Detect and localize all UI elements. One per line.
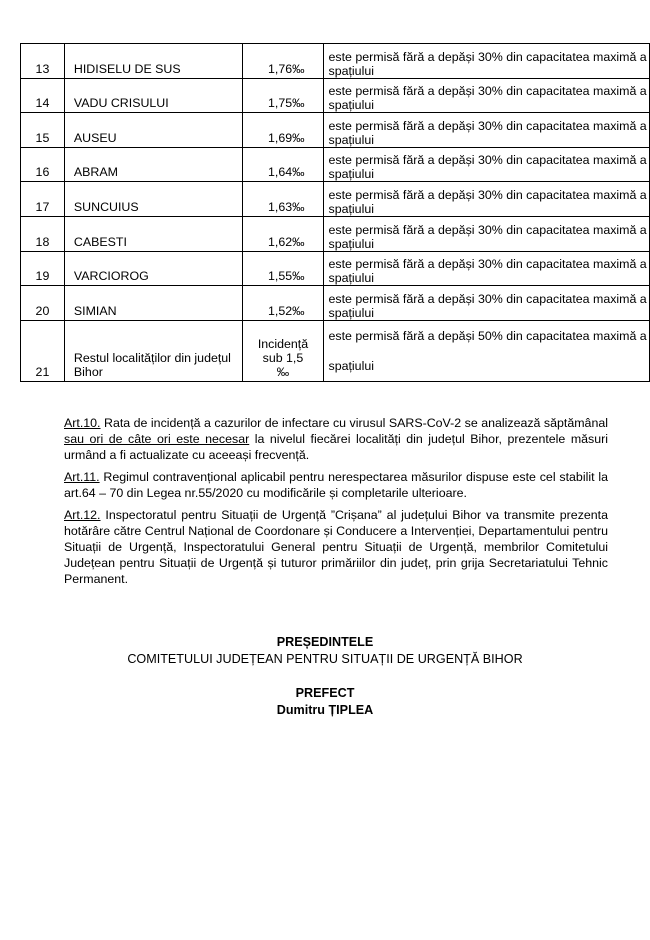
row-number: 15 xyxy=(21,113,65,148)
article-11 xyxy=(64,469,608,501)
signature-title: PREFECT xyxy=(295,686,355,700)
capacity-rule xyxy=(323,44,650,79)
capacity-rule-line-1: este permisă fără a depăși 30% din capacitatea maximă a xyxy=(328,84,647,99)
capacity-rule-line-2: spațiului xyxy=(328,305,374,320)
capacity-rule-line-1: este permisă fără a depăși 30% din capacitatea maximă a xyxy=(328,118,647,133)
capacity-rule-line-1: este permisă fără a depăși 30% din capacitatea maximă a xyxy=(328,49,647,64)
article-12 xyxy=(64,507,608,587)
articles-section xyxy=(64,415,608,593)
locality-name: VARCIOROG xyxy=(64,251,243,286)
row-number: 18 xyxy=(21,216,65,251)
row-number: 13 xyxy=(21,44,65,79)
capacity-rule-line-1: este permisă fără a depăși 30% din capacitatea maximă a xyxy=(328,187,647,202)
incidence-rate: 1,75‰ xyxy=(243,78,323,113)
table-row xyxy=(21,182,650,217)
capacity-rule-line-2: spațiului xyxy=(328,132,374,147)
capacity-rule xyxy=(323,147,650,182)
row-number: 21 xyxy=(21,320,65,381)
row-number: 14 xyxy=(21,78,65,113)
row-number: 16 xyxy=(21,147,65,182)
capacity-rule-line-1: este permisă fără a depăși 30% din capacitatea maximă a xyxy=(328,153,647,168)
locality-name: SUNCUIUS xyxy=(64,182,243,217)
row-number: 20 xyxy=(21,286,65,321)
capacity-rule-line-2: spațiului xyxy=(328,98,374,113)
table-row xyxy=(21,78,650,113)
capacity-rule-line-2: spațiului xyxy=(328,201,374,216)
capacity-rule xyxy=(323,78,650,113)
signature-committee: COMITETULUI JUDEȚEAN PENTRU SITUAȚII DE URGENȚĂ BIHOR xyxy=(127,652,523,666)
table-row xyxy=(21,113,650,148)
locality-name: CABESTI xyxy=(64,216,243,251)
incidence-rate: 1,69‰ xyxy=(243,113,323,148)
locality-name: AUSEU xyxy=(64,113,243,148)
capacity-rule xyxy=(323,216,650,251)
locality-name: ABRAM xyxy=(64,147,243,182)
capacity-rule-line-2: spațiului xyxy=(328,271,374,286)
incidence-line-3: ‰ xyxy=(276,364,290,379)
capacity-rule-line-2: spațiului xyxy=(328,63,374,78)
table-row xyxy=(21,216,650,251)
capacity-rule-line-2: spațiului xyxy=(328,167,374,182)
incidence-line-2: sub 1,5 xyxy=(262,350,304,365)
article-12-label: Art.12. xyxy=(64,508,101,522)
row-number: 19 xyxy=(21,251,65,286)
localities-table xyxy=(20,43,650,382)
capacity-rule-line-1: este permisă fără a depăși 30% din capacitatea maximă a xyxy=(328,222,647,237)
capacity-rule-line-2: spațiului xyxy=(328,236,374,251)
capacity-rule xyxy=(323,182,650,217)
locality-name: HIDISELU DE SUS xyxy=(64,44,243,79)
capacity-rule-line-1: este permisă fără a depăși 30% din capacitatea maximă a xyxy=(328,257,647,272)
incidence-rate: 1,64‰ xyxy=(243,147,323,182)
table-row xyxy=(21,286,650,321)
incidence-line-1: Incidență xyxy=(257,336,309,351)
article-10 xyxy=(64,415,608,463)
article-10-text-2: la nivelul fiecărei localități din județul Bihor, prezentele măsuri urmând a fi actualizate cu aceeași frecvență. xyxy=(64,432,608,462)
incidence-rate: 1,62‰ xyxy=(243,216,323,251)
incidence-rate: 1,52‰ xyxy=(243,286,323,321)
table-row xyxy=(21,44,650,79)
capacity-rule-line-2: spațiului xyxy=(328,358,374,373)
row-number: 17 xyxy=(21,182,65,217)
incidence-rate: 1,55‰ xyxy=(243,251,323,286)
table-row xyxy=(21,251,650,286)
locality-name-line-1: Restul localităților din județul xyxy=(73,350,231,365)
article-10-label: Art.10. xyxy=(64,416,101,430)
capacity-rule xyxy=(323,320,650,381)
locality-name: SIMIAN xyxy=(64,286,243,321)
capacity-rule xyxy=(323,286,650,321)
article-12-text: Inspectoratul pentru Situații de Urgență ”Crișana” al județului Bihor va transmite prezenta hotărâre către Centrul Național de Coordonare și Conducere a Intervenției, Departamentului pentru Situații de Urgență, Inspectoratului General pentru Situații de Urgență, membrilor Comitetului Județean pentru Situații de Urgență și tuturor primăriilor din județ, prin grija Secretariatului Tehnic Permanent. xyxy=(64,508,608,586)
locality-name xyxy=(64,320,243,381)
capacity-rule-line-1: este permisă fără a depăși 30% din capacitatea maximă a xyxy=(328,291,647,306)
table-row-remaining xyxy=(21,320,650,381)
article-11-text: Regimul contravențional aplicabil pentru nerespectarea măsurilor dispuse este cel stabilit la art.64 – 70 din Legea nr.55/2020 cu modificările și completarile ulterioare. xyxy=(64,470,608,500)
table-body xyxy=(21,44,650,382)
signature-name: Dumitru ȚIPLEA xyxy=(276,703,374,717)
incidence-rate xyxy=(243,320,323,381)
incidence-rate: 1,76‰ xyxy=(243,44,323,79)
article-10-underlined: sau ori de câte ori este necesar xyxy=(64,432,250,446)
article-10-text-1: Rata de incidență a cazurilor de infectare cu virusul SARS-CoV-2 se analizează săptămânal xyxy=(100,416,608,430)
signature-role: PREȘEDINTELE xyxy=(276,635,374,649)
capacity-rule-line-1: este permisă fără a depăși 50% din capacitatea maximă a xyxy=(328,328,647,343)
table-row xyxy=(21,147,650,182)
incidence-rate: 1,63‰ xyxy=(243,182,323,217)
locality-name: VADU CRISULUI xyxy=(64,78,243,113)
locality-name-line-2: Bihor xyxy=(73,364,103,379)
article-11-label: Art.11. xyxy=(64,470,100,484)
capacity-rule xyxy=(323,251,650,286)
capacity-rule xyxy=(323,113,650,148)
